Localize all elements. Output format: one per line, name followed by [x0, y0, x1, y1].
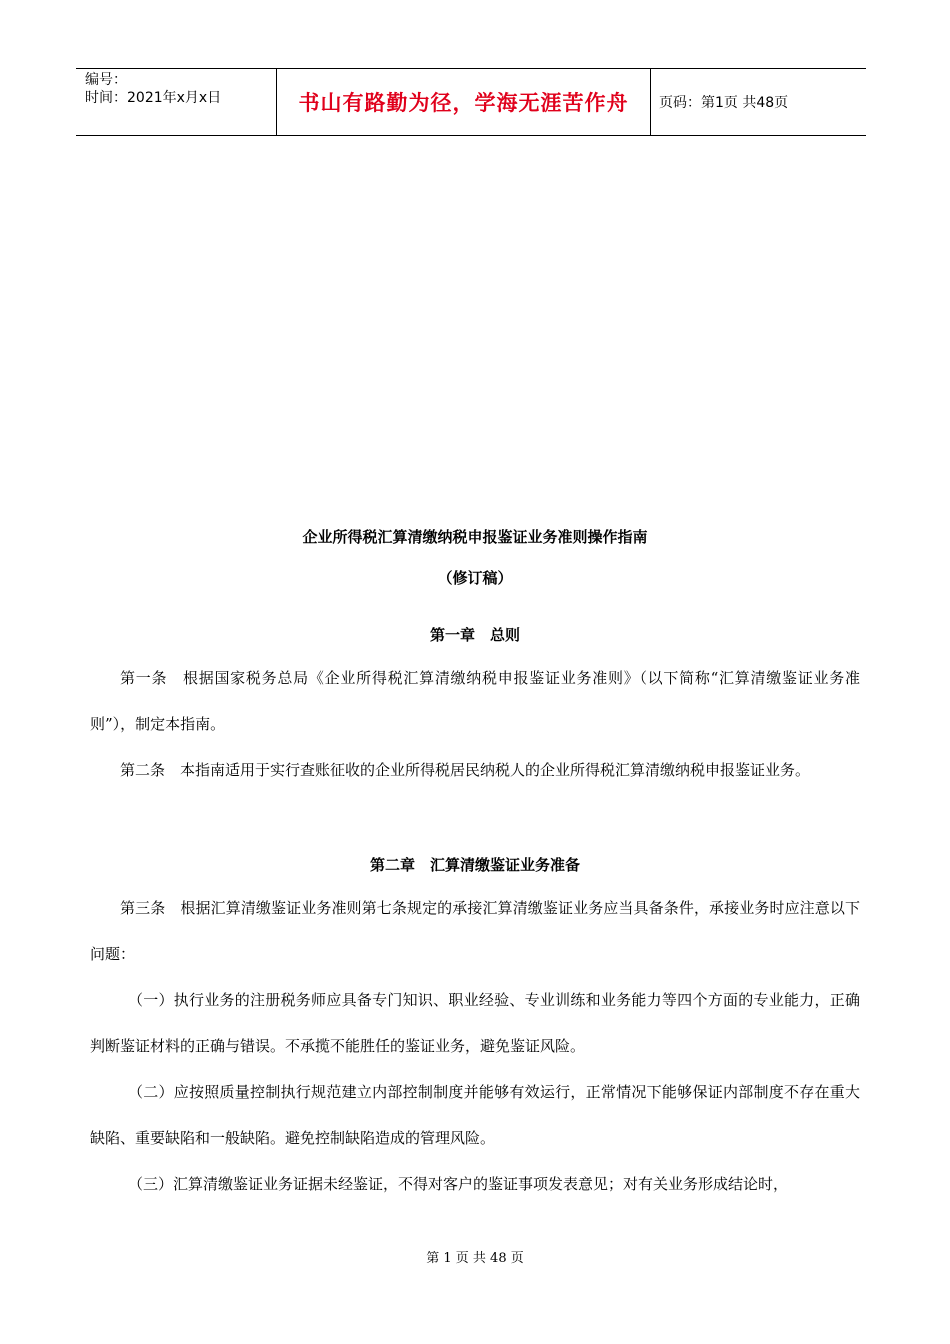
article-1: 第一条 根据国家税务总局《企业所得税汇算清缴纳税申报鉴证业务准则》（以下简称“汇算清缴鉴证业务准则”），制定本指南。: [90, 669, 860, 733]
chapter-2-heading: 第二章 汇算清缴鉴证业务准备: [369, 856, 580, 874]
motto-text: 书山有路勤为径，学海无涯苦作舟: [298, 91, 629, 115]
chapter-1-heading: 第一章 总则: [429, 626, 520, 644]
document-subtitle: （修订稿）: [437, 569, 513, 587]
article-3-item-1: （一）执行业务的注册税务师应具备专门知识、职业经验、专业训练和业务能力等四个方面的专业能力，正确判断鉴证材料的正确与错误。不承揽不能胜任的鉴证业务，避免鉴证风险。: [90, 991, 860, 1055]
header-motto-cell: [277, 69, 651, 135]
article-3-item-2: （二）应按照质量控制执行规范建立内部控制制度并能够有效运行，正常情况下能够保证内部制度不存在重大缺陷、重要缺陷和一般缺陷。避免控制缺陷造成的管理风险。: [90, 1083, 860, 1147]
page-footer: 第 1 页 共 48 页: [426, 1251, 524, 1266]
page-info: 页码：第1页 共48页: [659, 95, 789, 111]
document-title: 企业所得税汇算清缴纳税申报鉴证业务准则操作指南: [302, 528, 648, 546]
article-2: 第二条 本指南适用于实行查账征收的企业所得税居民纳税人的企业所得税汇算清缴纳税申报鉴证业务。: [120, 761, 811, 779]
article-3-item-3: （三）汇算清缴鉴证业务证据未经鉴证，不得对客户的鉴证事项发表意见；对有关业务形成结论时，: [128, 1175, 789, 1193]
number-label: 编号：: [85, 72, 127, 88]
header-page-cell: [651, 69, 866, 135]
article-3: 第三条 根据汇算清缴鉴证业务准则第七条规定的承接汇算清缴鉴证业务应当具备条件，承接业务时应注意以下问题：: [90, 899, 860, 963]
header-meta-cell: [76, 69, 277, 135]
time-label: 时间：2021年x月x日: [85, 90, 222, 106]
header-table: [76, 68, 866, 136]
